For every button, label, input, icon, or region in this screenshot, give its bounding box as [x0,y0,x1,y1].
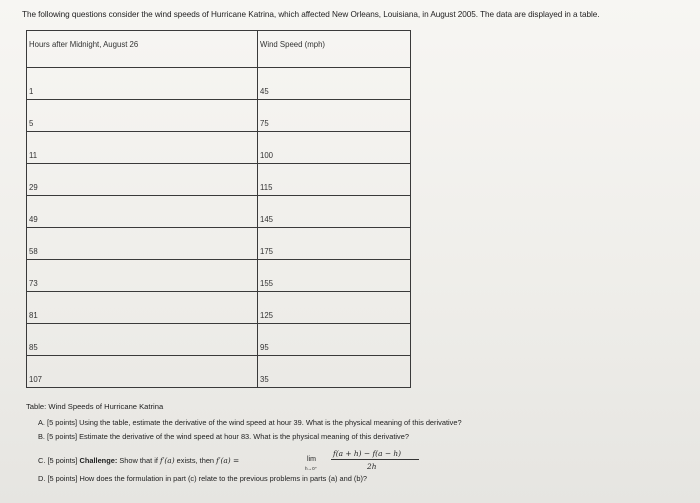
table-row [27,100,411,132]
speed-cell: 45 [258,68,411,100]
table-header-row [27,31,411,68]
speed-cell: 100 [258,132,411,164]
limit-subscript: h→0⁺ [305,466,318,471]
question-c [38,456,239,465]
question-d: D. [5 points] How does the formulation in part (c) relate to the previous problems in parts (a) and (b)? [38,474,368,483]
table-row [27,196,411,228]
intro-text: The following questions consider the wind speeds of Hurricane Katrina, which affected New Orleans, Louisiana, in August 2005. The data are displayed in a table. [22,10,600,19]
speed-cell: 125 [258,292,411,324]
hours-cell: 81 [27,292,258,324]
header-wind-speed: Wind Speed (mph) [258,31,411,68]
wind-speed-table [26,30,411,388]
speed-cell: 175 [258,228,411,260]
hours-cell: 107 [27,356,258,388]
question-c-prefix: C. [5 points] [38,456,80,465]
speed-cell: 35 [258,356,411,388]
hours-cell: 29 [27,164,258,196]
question-c-derivative: f′(a) [160,456,175,465]
hours-cell: 49 [27,196,258,228]
hours-cell: 58 [27,228,258,260]
question-a: A. [5 points] Using the table, estimate the derivative of the wind speed at hour 39. What is the physical meaning of this derivative? [38,418,462,427]
speed-cell: 115 [258,164,411,196]
question-c-label: Challenge: [79,456,118,465]
table-row [27,132,411,164]
question-c-text2: exists, then [174,456,217,465]
table-row [27,228,411,260]
hours-cell: 85 [27,324,258,356]
hours-cell: 73 [27,260,258,292]
fraction-denominator: 2h [367,462,377,471]
table-caption: Table: Wind Speeds of Hurricane Katrina [26,402,164,411]
table-row [27,164,411,196]
speed-cell: 95 [258,324,411,356]
table-row [27,260,411,292]
table-row [27,324,411,356]
question-b: B. [5 points] Estimate the derivative of the wind speed at hour 83. What is the physical meaning of this derivative? [38,432,409,441]
question-c-equation: f′(a) = [216,456,240,465]
speed-cell: 155 [258,260,411,292]
table-row [27,68,411,100]
header-hours: Hours after Midnight, August 26 [27,31,258,68]
question-c-text1: Show that if [117,456,161,465]
fraction-numerator: f(a + h) − f(a − h) [333,449,402,458]
hours-cell: 5 [27,100,258,132]
speed-cell: 75 [258,100,411,132]
table-row [27,292,411,324]
fraction-bar [331,459,419,460]
limit-operator: lim [307,456,316,463]
speed-cell: 145 [258,196,411,228]
table-row [27,356,411,388]
hours-cell: 11 [27,132,258,164]
hours-cell: 1 [27,68,258,100]
